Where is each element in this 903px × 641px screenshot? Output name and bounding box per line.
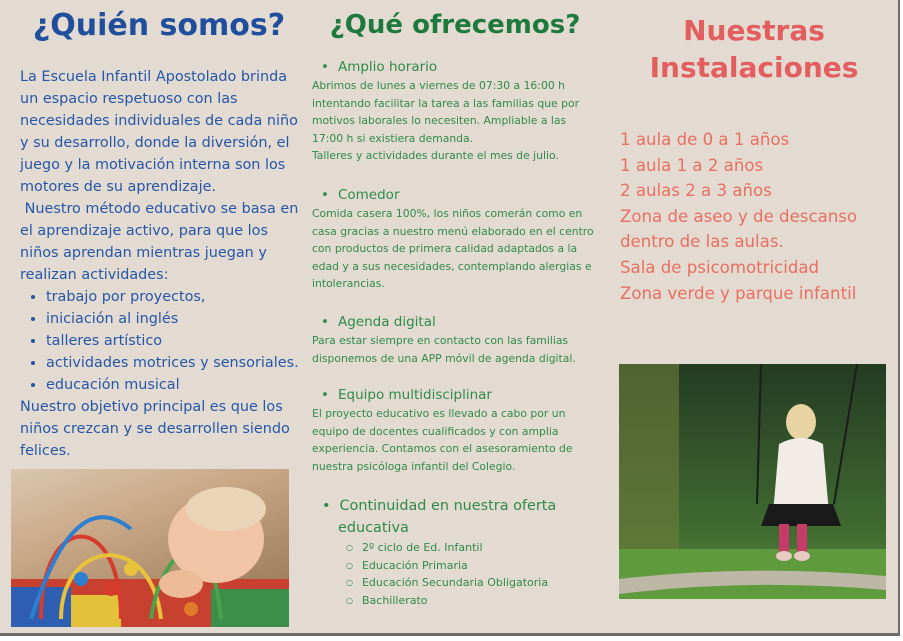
list-item: 1 aula de 0 a 1 años bbox=[620, 130, 790, 149]
list-item: ○ Educación Primaria bbox=[346, 557, 600, 575]
list-item: ○ Bachillerato bbox=[346, 592, 600, 610]
service-team bbox=[312, 387, 600, 475]
service-description: Abrimos de lunes a viernes de 07:30 a 16:00 h intentando facilitar la tarea a las familias que por motivos laborales lo necesiten. Ampliable a las 17:00 h si existiera demanda. bbox=[312, 79, 580, 145]
baby-playing-photo bbox=[11, 469, 289, 627]
service-dining bbox=[312, 187, 600, 293]
service-description: Comida casera 100%, los niños comerán como en casa gracias a nuestro menú elaborado en el centro con productos de primera calidad adaptados a la edad y a sus necesidades, contemplando alergias e intolerancias. bbox=[312, 207, 594, 291]
service-description: Para estar siempre en contacto con las familias disponemos de una APP móvil de agenda digital. bbox=[312, 334, 576, 365]
list-item: Sala de psicomotricidad bbox=[620, 257, 820, 277]
list-item: • actividades motrices y sensoriales. bbox=[46, 352, 303, 374]
girl-on-swing-photo bbox=[619, 364, 886, 599]
service-title: • Continuidad en nuestra oferta educativa bbox=[322, 495, 600, 539]
list-item: 2 aulas 2 a 3 años bbox=[620, 181, 772, 201]
list-item: • trabajo por proyectos, bbox=[46, 286, 303, 308]
list-item: ○ Educación Secundaria Obligatoria bbox=[346, 574, 600, 592]
activities-list bbox=[20, 286, 303, 396]
about-objective: Nuestro objetivo principal es que los niños crezcan y se desarrollen siendo felices. bbox=[20, 399, 290, 459]
list-item: Zona de aseo y de descanso dentro de las aulas. bbox=[620, 206, 858, 252]
facilities-title: Nuestras Instalaciones bbox=[649, 14, 859, 84]
service-title: • Agenda digital bbox=[321, 314, 600, 330]
about-title: ¿Quién somos? bbox=[32, 8, 286, 43]
service-digital-agenda bbox=[312, 314, 600, 367]
list-item: Zona verde y parque infantil bbox=[620, 283, 857, 303]
list-item: 1 aula 1 a 2 años bbox=[620, 155, 764, 175]
levels-list bbox=[312, 539, 600, 609]
list-item: • iniciación al inglés bbox=[46, 308, 303, 330]
service-title: • Equipo multidisciplinar bbox=[321, 387, 600, 403]
service-title: • Comedor bbox=[321, 187, 600, 203]
service-continuity bbox=[312, 495, 600, 609]
list-item: • talleres artístico bbox=[46, 330, 303, 352]
service-description: Talleres y actividades durante el mes de julio. bbox=[312, 149, 559, 163]
service-schedule bbox=[312, 59, 600, 165]
about-intro: La Escuela Infantil Apostolado brinda un espacio respetuoso con las necesidades individuales de cada niño y su desarrollo, donde la diversión, el juego y la motivación interna son los motores de su aprendizaje. bbox=[20, 69, 298, 195]
list-item: • educación musical bbox=[46, 374, 303, 396]
list-item: ○ 2º ciclo de Ed. Infantil bbox=[346, 539, 600, 557]
about-method: Nuestro método educativo se basa en el aprendizaje activo, para que los niños aprendan mientras juegan y realizan actividades: bbox=[20, 201, 299, 283]
service-title: • Amplio horario bbox=[321, 59, 600, 75]
facilities-list bbox=[620, 127, 895, 306]
about-text bbox=[20, 66, 303, 462]
service-description: El proyecto educativo es llevado a cabo por un equipo de docentes cualificados y con amplia experiencia. Contamos con el asesoramiento de nuestra psicóloga infantil del Colegio. bbox=[312, 407, 573, 473]
offer-title: ¿Qué ofrecemos? bbox=[329, 10, 581, 40]
